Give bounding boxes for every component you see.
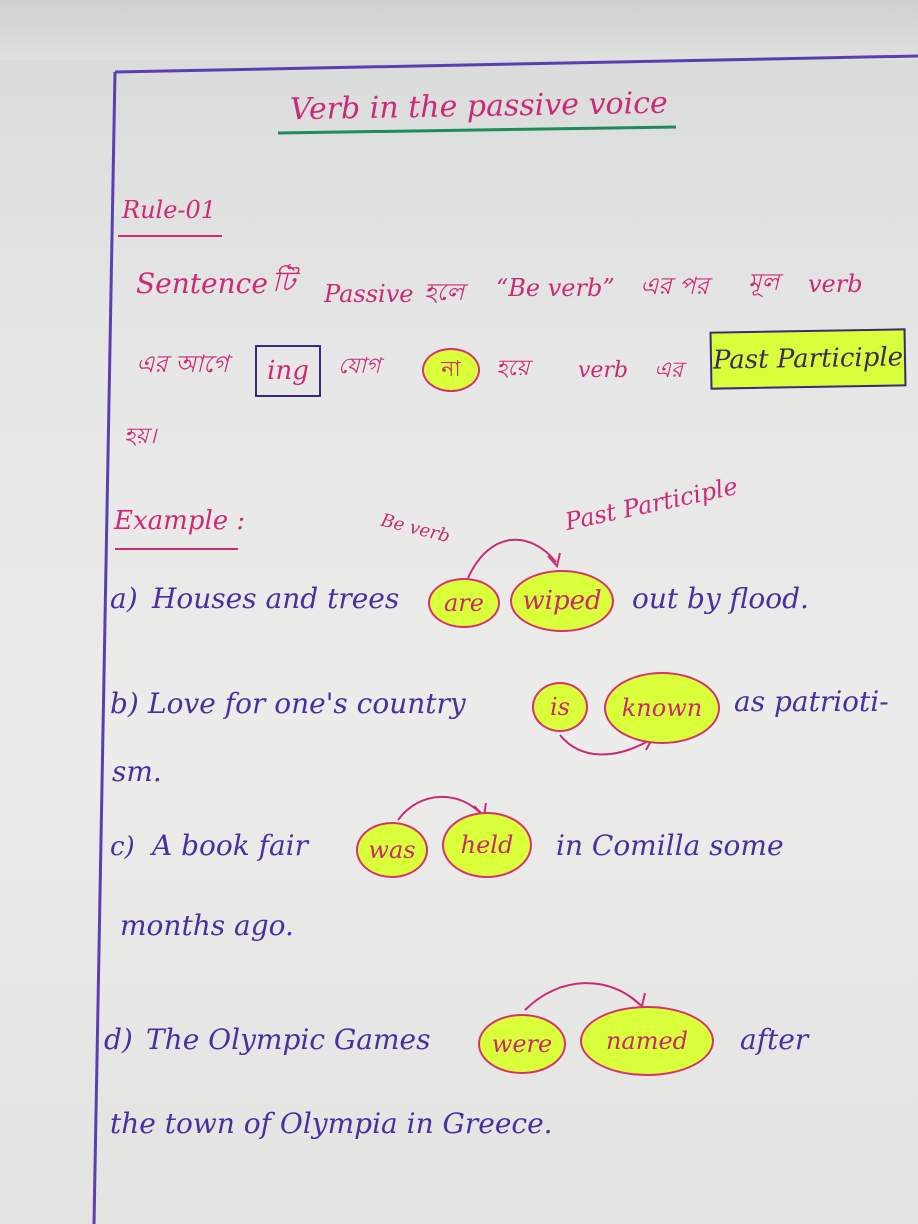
example-a-label: a) [110, 582, 138, 615]
rule-word-mul: মূল [748, 268, 780, 296]
example-c-continuation: months ago. [120, 909, 294, 942]
example-a-be-verb: are [428, 578, 500, 628]
example-d-label: d) [104, 1023, 133, 1056]
example-c-be-verb: was [356, 822, 428, 878]
na-oval: না [422, 348, 480, 392]
example-d-after: after [740, 1023, 809, 1056]
top-border-line [115, 56, 918, 72]
example-a-after: out by flood. [632, 582, 809, 615]
annotation-past-participle: Past Participle [562, 472, 741, 536]
example-c-before: A book fair [152, 829, 309, 862]
rule-word-passive: Passive [324, 280, 414, 308]
example-d-past-participle: named [580, 1006, 714, 1076]
example-b-be-verb: is [532, 682, 588, 732]
title-underline [278, 127, 676, 133]
example-b-after: as patrioti- [734, 685, 889, 718]
annotation-be-verb: Be verb [378, 509, 453, 548]
rule-word-er-age: এর আগে [136, 350, 229, 378]
example-d-before: The Olympic Games [146, 1023, 431, 1056]
example-b-continuation: sm. [112, 755, 162, 788]
example-d-continuation: the town of Olympia in Greece. [110, 1107, 553, 1140]
rule-heading: Rule-01 [122, 196, 217, 224]
rule-word-er: এর [654, 358, 683, 383]
rule-word-ti: টি [272, 265, 296, 298]
example-a-past-participle: wiped [510, 570, 614, 632]
rule-word-jog: যোগ [338, 354, 381, 379]
rule-word-verb: verb [808, 270, 863, 298]
example-c-label: c) [110, 832, 135, 862]
example-heading: Example : [114, 506, 246, 536]
rule-word-er-por: এর পর [640, 272, 709, 300]
rule-word-hole: হলে [424, 278, 465, 306]
example-b-past-participle: known [604, 672, 720, 744]
example-c-after: in Comilla some [556, 829, 784, 862]
rule-word-hoy: হয়। [124, 424, 157, 449]
ing-box: ing [255, 345, 321, 397]
example-c-past-participle: held [442, 812, 532, 878]
rule-word-be-verb: “Be verb” [496, 274, 615, 302]
past-participle-highlight: Past Participle [710, 328, 907, 389]
arrow-d [525, 983, 640, 1010]
rule-word-hoye: হয়ে [496, 356, 530, 381]
page-title: Verb in the passive voice [289, 85, 669, 128]
example-b-label: b) [110, 687, 139, 720]
example-b-before: Love for one's country [148, 687, 466, 720]
example-d-be-verb: were [478, 1014, 566, 1074]
example-a-before: Houses and trees [152, 582, 400, 615]
rule-word-verb-2: verb [578, 358, 629, 383]
rule-word-sentence: Sentence [136, 267, 268, 300]
